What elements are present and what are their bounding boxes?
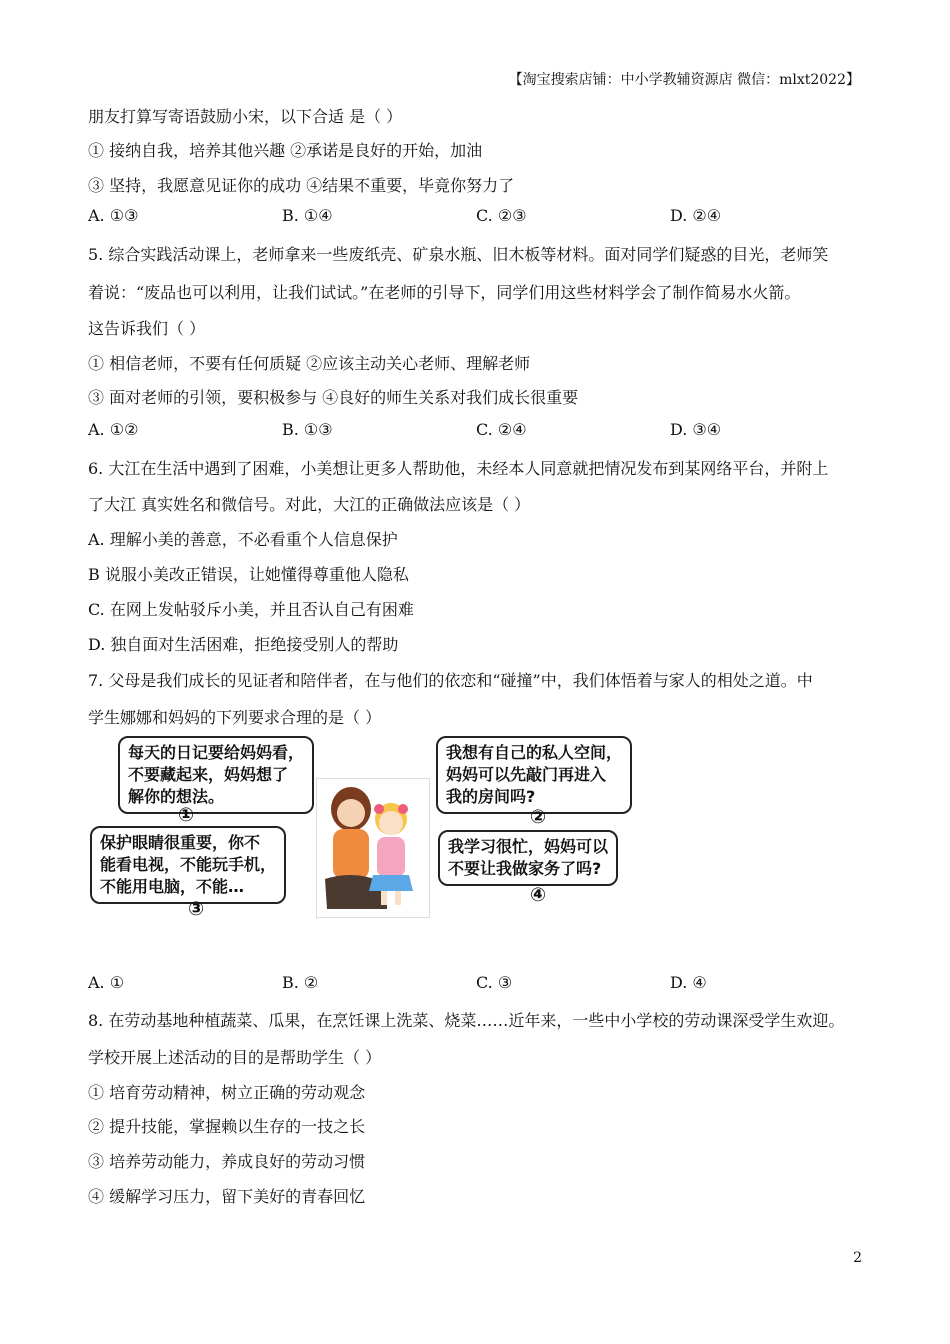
mother-daughter-picture — [316, 778, 430, 918]
bubble-number-1: ① — [178, 804, 195, 826]
page-number: 2 — [853, 1250, 862, 1266]
q6-option-a: A. 理解小美的善意，不必看重个人信息保护 — [88, 530, 398, 549]
speech-bubble-3: 保护眼睛很重要，你不 能看电视，不能玩手机， 不能用电脑，不能… — [90, 826, 286, 904]
bubble-number-2: ② — [530, 806, 547, 828]
bubble-number-4: ④ — [530, 884, 547, 906]
q8-statement-1: ① 培育劳动精神，树立正确的劳动观念 — [88, 1083, 366, 1102]
q8-statement-4: ④ 缓解学习压力，留下美好的青春回忆 — [88, 1187, 366, 1206]
q8-line-1: 8. 在劳动基地种植蔬菜、瓜果，在烹饪课上洗菜、烧菜……近年来，一些中小学校的劳动课深受学生欢迎。 — [88, 1011, 845, 1030]
q4-option-b: B. ①④ — [282, 206, 333, 225]
q8-statement-3: ③ 培养劳动能力，养成良好的劳动习惯 — [88, 1152, 366, 1171]
q5-line-2: 着说：“废品也可以利用，让我们试试。”在老师的引导下，同学们用这些材料学会了制作简易水火箭。 — [88, 283, 801, 302]
q5-option-d: D. ③④ — [670, 420, 722, 439]
q4-option-a: A. ①③ — [88, 206, 139, 225]
q5-option-c: C. ②④ — [476, 420, 527, 439]
q5-option-a: A. ①② — [88, 420, 139, 439]
q7-option-a: A. ① — [88, 973, 125, 992]
q7-line-1: 7. 父母是我们成长的见证者和陪伴者，在与他们的依恋和“碰撞”中，我们体悟着与家人的相处之道。中 — [88, 671, 813, 690]
q6-option-c: C. 在网上发帖驳斥小美，并且否认自己有困难 — [88, 600, 414, 619]
q7-option-c: C. ③ — [476, 973, 513, 992]
q6-option-d: D. 独自面对生活困难，拒绝接受别人的帮助 — [88, 635, 399, 654]
q5-option-b: B. ①③ — [282, 420, 333, 439]
q5-statement-1: ① 相信老师，不要有任何质疑 ②应该主动关心老师、理解老师 — [88, 354, 531, 373]
q6-option-b: B 说服小美改正错误，让她懂得尊重他人隐私 — [88, 565, 409, 584]
q7-option-b: B. ② — [282, 973, 319, 992]
page-header: 【淘宝搜索店铺：中小学教辅资源店 微信：mlxt2022】 — [508, 72, 860, 88]
q7-line-2: 学生娜娜和妈妈的下列要求合理的是（ ） — [88, 708, 382, 727]
q4-statement-1: ① 接纳自我，培养其他兴趣 ②承诺是良好的开始，加油 — [88, 141, 483, 160]
q8-statement-2: ② 提升技能，掌握赖以生存的一技之长 — [88, 1117, 366, 1136]
q8-line-2: 学校开展上述活动的目的是帮助学生（ ） — [88, 1048, 382, 1067]
q4-statement-2: ③ 坚持，我愿意见证你的成功 ④结果不重要，毕竟你努力了 — [88, 176, 515, 195]
speech-bubble-4: 我学习很忙，妈妈可以 不要让我做家务了吗? — [438, 830, 618, 886]
speech-bubble-2: 我想有自己的私人空间， 妈妈可以先敲门再进入 我的房间吗? — [436, 736, 632, 814]
bubble-number-3: ③ — [188, 898, 205, 920]
q4-stem: 朋友打算写寄语鼓励小宋，以下合适 是（ ） — [88, 107, 403, 126]
speech-bubble-1: 每天的日记要给妈妈看， 不要藏起来，妈妈想了 解你的想法。 — [118, 736, 314, 814]
q6-line-1: 6. 大江在生活中遇到了困难，小美想让更多人帮助他，未经本人同意就把情况发布到某网络平台，并附上 — [88, 459, 829, 478]
q5-line-3: 这告诉我们（ ） — [88, 319, 206, 338]
q5-line-1: 5. 综合实践活动课上，老师拿来一些废纸壳、矿泉水瓶、旧木板等材料。面对同学们疑惑的目光，老师笑 — [88, 245, 829, 264]
q6-line-2: 了大江 真实姓名和微信号。对此，大江的正确做法应该是（ ） — [88, 495, 531, 514]
q7-option-d: D. ④ — [670, 973, 707, 992]
q4-option-d: D. ②④ — [670, 206, 722, 225]
q4-option-c: C. ②③ — [476, 206, 527, 225]
q7-illustration — [88, 730, 648, 930]
q5-statement-2: ③ 面对老师的引领，要积极参与 ④良好的师生关系对我们成长很重要 — [88, 388, 579, 407]
